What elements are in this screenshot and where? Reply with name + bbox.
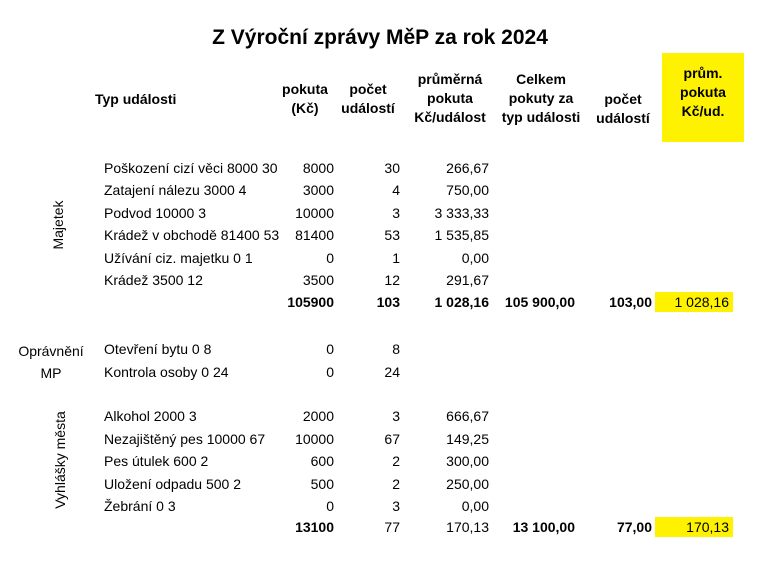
- header-pocet-line: událostí: [341, 100, 395, 116]
- pokuta-cell: 600: [310, 453, 334, 469]
- prumer-cell: 250,00: [446, 475, 489, 492]
- pocet-cell: 3: [392, 498, 400, 514]
- header-prum-pokuta-highlight: [662, 53, 744, 142]
- total-pocet-cell: 103: [376, 294, 400, 310]
- header-pocet: [332, 80, 404, 118]
- header-pocet2-line: událostí: [596, 110, 650, 126]
- header-pocet2-line: počet: [604, 91, 642, 107]
- prumer-cell: 1 535,85: [434, 227, 489, 244]
- pokuta-cell: 0: [326, 498, 334, 514]
- total-prumer-cell: 1 028,16: [434, 294, 489, 310]
- pocet-cell: 2: [392, 453, 400, 469]
- total-celkem-cell: 105 900,00: [504, 294, 575, 310]
- page-title: Z Výroční zprávy MěP za rok 2024: [212, 26, 548, 49]
- header-prumerna-pokuta: [405, 70, 495, 127]
- header-pocet-udalosti-2: [588, 90, 658, 128]
- event-type-cell: Užívání ciz. majetku 0 1: [104, 249, 253, 266]
- pocet-cell: 8: [392, 341, 400, 357]
- pokuta-cell: 3500: [302, 272, 334, 288]
- event-type-cell: Kontrola osoby 0 24: [104, 363, 229, 380]
- pocet-cell: 4: [392, 182, 400, 199]
- pokuta-cell: 8000: [302, 160, 334, 176]
- prumer-cell: 300,00: [446, 453, 489, 469]
- event-type-cell: Alkohol 2000 3: [104, 408, 197, 424]
- event-type-cell: Poškození cizí věci 8000 30: [104, 160, 278, 176]
- header-prum-line: pokuta: [680, 84, 726, 100]
- event-type-cell: Krádež 3500 12: [104, 272, 203, 288]
- total-pocet-cell: 77: [384, 519, 400, 535]
- total-pocet2-cell: 103,00: [609, 294, 652, 310]
- group-label-line: MP: [40, 365, 62, 381]
- prumer-cell: 750,00: [446, 182, 489, 199]
- pokuta-cell: 0: [326, 249, 334, 266]
- pocet-cell: 67: [384, 430, 400, 447]
- pokuta-cell: 500: [310, 475, 334, 492]
- event-type-cell: Žebrání 0 3: [104, 498, 176, 514]
- pocet-cell: 12: [384, 272, 400, 288]
- prumer-cell: 0,00: [461, 249, 489, 266]
- header-prumerna-line: průměrná: [417, 71, 483, 87]
- total-pokuta-cell: 105900: [287, 294, 334, 310]
- total-prum-cell-highlight: 170,13: [655, 517, 733, 537]
- total-celkem-cell: 13 100,00: [512, 519, 575, 535]
- pokuta-cell: 2000: [302, 408, 334, 424]
- event-type-cell: Otevření bytu 0 8: [104, 341, 212, 357]
- pocet-cell: 24: [384, 363, 400, 380]
- event-type-cell: Nezajištěný pes 10000 67: [104, 430, 266, 447]
- event-type-cell: Pes útulek 600 2: [104, 453, 209, 469]
- header-prum-line: Kč/ud.: [681, 103, 725, 119]
- group-label-vyhlasky: Vyhlášky města: [52, 411, 68, 509]
- prumer-cell: 3 333,33: [434, 204, 489, 221]
- group-label-opravneni: [18, 340, 84, 384]
- pokuta-cell: 0: [326, 363, 334, 380]
- event-type-cell: Podvod 10000 3: [104, 204, 206, 221]
- header-celkem-pokuty: [495, 70, 587, 127]
- header-prumerna-line: Kč/událost: [414, 109, 486, 125]
- header-pokuta-line: (Kč): [291, 100, 319, 116]
- pocet-cell: 1: [392, 249, 400, 266]
- prumer-cell: 0,00: [461, 498, 489, 514]
- header-pokuta: [270, 80, 340, 118]
- header-celkem-line: typ události: [501, 109, 581, 125]
- pokuta-cell: 81400: [295, 227, 334, 244]
- group-label-majetek: Majetek: [50, 200, 66, 250]
- pokuta-cell: 3000: [302, 182, 334, 199]
- header-typ-udalosti: Typ události: [95, 91, 177, 107]
- pocet-cell: 2: [392, 475, 400, 492]
- pokuta-cell: 10000: [295, 430, 334, 447]
- prumer-cell: 149,25: [446, 430, 489, 447]
- header-pokuta-line: pokuta: [282, 81, 328, 97]
- event-type-cell: Uložení odpadu 500 2: [104, 475, 241, 492]
- total-pokuta-cell: 13100: [295, 519, 334, 535]
- total-pocet2-cell: 77,00: [616, 519, 652, 535]
- group-label-line: Oprávnění: [18, 343, 84, 359]
- event-type-cell: Zatajení nálezu 3000 4: [104, 182, 247, 199]
- total-prum-cell-highlight: 1 028,16: [655, 292, 733, 312]
- total-prumer-cell: 170,13: [446, 519, 489, 535]
- event-type-cell: Krádež v obchodě 81400 53: [104, 227, 280, 244]
- prumer-cell: 291,67: [446, 272, 489, 288]
- pocet-cell: 3: [392, 408, 400, 424]
- pokuta-cell: 10000: [295, 204, 334, 221]
- prumer-cell: 266,67: [446, 160, 489, 176]
- pocet-cell: 3: [392, 204, 400, 221]
- header-prumerna-line: pokuta: [427, 90, 473, 106]
- pokuta-cell: 0: [326, 341, 334, 357]
- header-celkem-line: Celkem: [516, 71, 566, 87]
- header-pocet-line: počet: [349, 81, 387, 97]
- pocet-cell: 30: [384, 160, 400, 176]
- header-prum-line: prům.: [683, 65, 723, 81]
- header-celkem-line: pokuty za: [508, 90, 574, 106]
- pocet-cell: 53: [384, 227, 400, 244]
- prumer-cell: 666,67: [446, 408, 489, 424]
